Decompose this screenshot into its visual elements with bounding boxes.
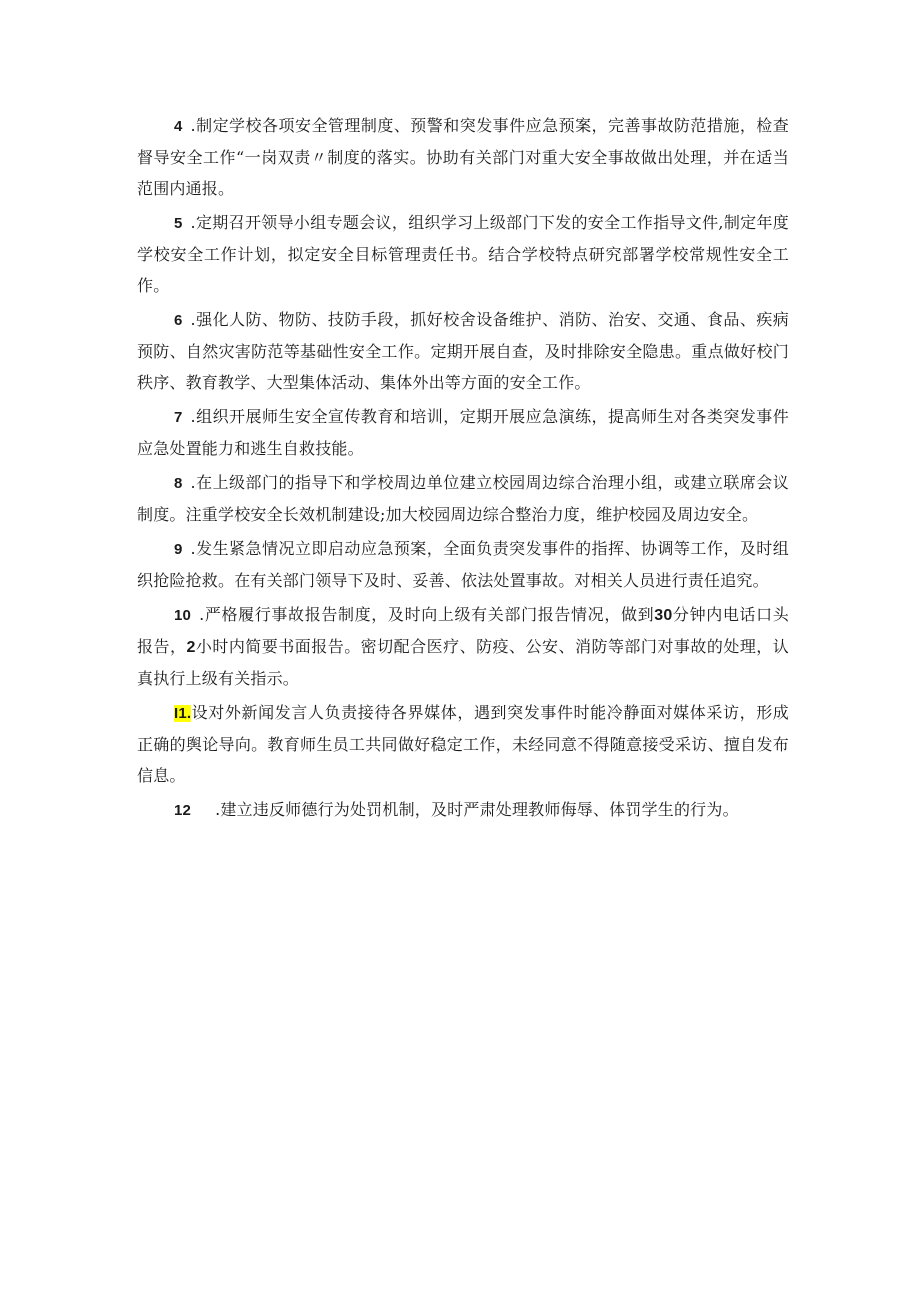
paragraph-8	[137, 467, 789, 530]
highlighted-item-number: I1.	[174, 705, 192, 722]
paragraph-text: .严格履行事故报告制度，及时向上级有关部门报告情况，做到	[199, 605, 655, 624]
paragraph-text: .在上级部门的指导下和学校周边单位建立校园周边综合治理小组，或建立联席会议制度。注重学校安全长效机制建设;加大校园周边综合整治力度，维护校园及周边安全。	[137, 473, 789, 524]
paragraph-text: 分钟内电话口头报告，	[137, 605, 790, 656]
paragraph-9	[137, 533, 789, 596]
paragraph-4	[137, 110, 789, 204]
paragraph-text: .定期召开领导小组专题会议，组织学习上级部门下发的安全工作指导文件,制定年度学校安全工作计划，拟定安全目标管理责任书。结合学校特点研究部署学校常规性安全工作。	[137, 213, 789, 295]
item-number: 10	[174, 607, 192, 624]
paragraph-6	[137, 304, 789, 398]
paragraph-text: .强化人防、物防、技防手段，抓好校舍设备维护、消防、治安、交通、食品、疾病预防、自然灾害防范等基础性安全工作。定期开展自查，及时排除安全隐患。重点做好校门秩序、教育教学、大型集体活动、集体外出等方面的安全工作。	[137, 310, 789, 392]
item-number: 6	[174, 312, 183, 329]
item-number: 8	[174, 475, 183, 492]
paragraph-text: .组织开展师生安全宣传教育和培训，定期开展应急演练，提高师生对各类突发事件应急处置能力和逃生自救技能。	[137, 407, 789, 458]
item-number: 5	[174, 215, 183, 232]
item-number: 4	[174, 118, 183, 135]
paragraph-text: 小时内简要书面报告。密切配合医疗、防疫、公安、消防等部门对事故的处理，认真执行上级有关指示。	[137, 637, 789, 688]
paragraph-text: 设对外新闻发言人负责接待各界媒体，遇到突发事件时能冷静面对媒体采访，形成正确的舆论导向。教育师生员工共同做好稳定工作，未经同意不得随意接受采访、擅自发布信息。	[137, 703, 789, 785]
paragraph-5	[137, 207, 789, 301]
paragraph-text: .建立违反师德行为处罚机制，及时严肃处理教师侮辱、体罚学生的行为。	[215, 800, 739, 819]
item-number: 9	[174, 541, 183, 558]
paragraph-7	[137, 401, 789, 464]
paragraph-text: .发生紧急情况立即启动应急预案，全面负责突发事件的指挥、协调等工作，及时组织抢险抢救。在有关部门领导下及时、妥善、依法处置事故。对相关人员进行责任追究。	[137, 539, 789, 590]
item-number: 12	[174, 802, 192, 819]
document-body	[137, 110, 789, 829]
bold-number: 2	[186, 639, 196, 656]
paragraph-12	[137, 794, 789, 826]
bold-number: 30	[654, 607, 673, 624]
paragraph-11	[137, 697, 789, 791]
paragraph-text: .制定学校各项安全管理制度、预警和突发事件应急预案，完善事故防范措施，检查督导安全工作“一岗双责〃制度的落实。协助有关部门对重大安全事故做出处理，并在适当范围内通报。	[137, 116, 789, 198]
paragraph-10	[137, 599, 789, 694]
item-number: 7	[174, 409, 183, 426]
